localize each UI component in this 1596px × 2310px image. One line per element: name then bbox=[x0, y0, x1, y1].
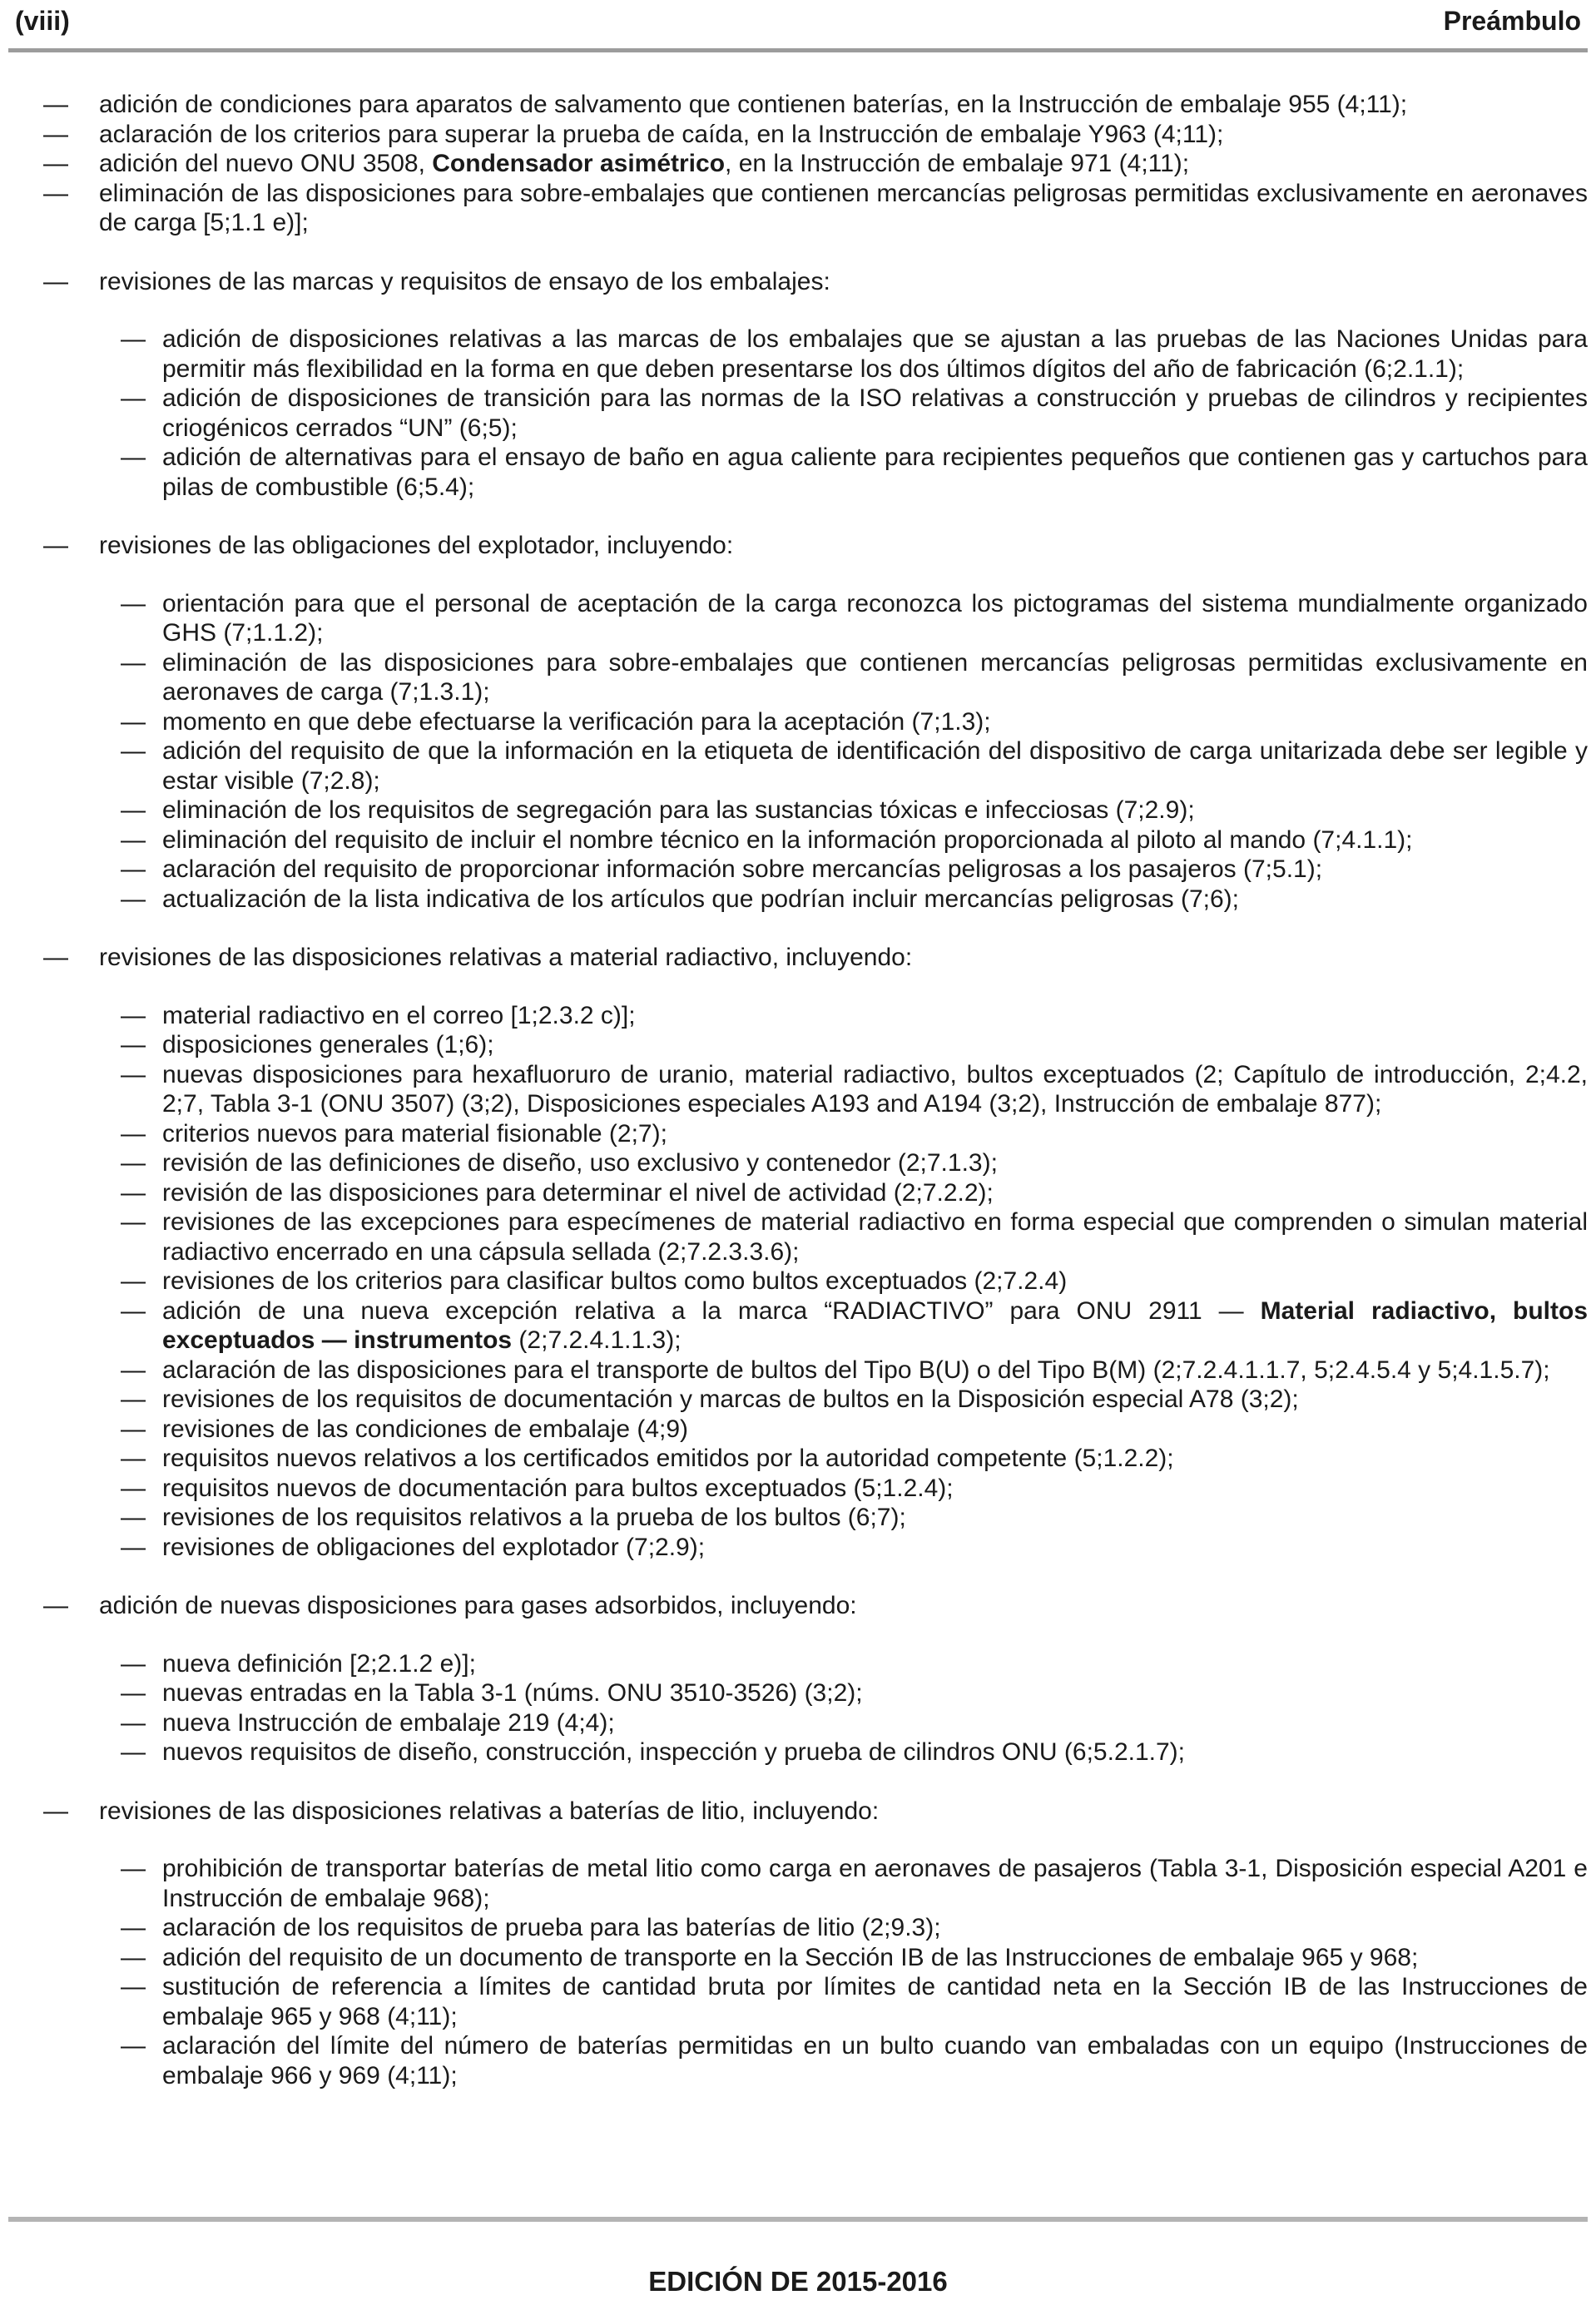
item-text: requisitos nuevos relativos a los certificados emitidos por la autoridad competente (5;1.2.2); bbox=[162, 1445, 1174, 1472]
dash-marker: — bbox=[121, 1031, 146, 1058]
dash-marker: — bbox=[121, 1679, 146, 1707]
dash-marker: — bbox=[43, 267, 68, 295]
item-text bbox=[99, 150, 1189, 177]
list-item bbox=[121, 855, 1588, 885]
item-text: adición de alternativas para el ensayo de baño en agua caliente para recipientes pequeños que contienen gas y cartuchos para pilas de combustible (6;5.4); bbox=[162, 444, 1588, 501]
item-text: actualización de la lista indicativa de los artículos que podrían incluir mercancías peligrosas (7;6); bbox=[162, 885, 1239, 913]
list-item bbox=[121, 443, 1588, 502]
dash-marker: — bbox=[121, 1267, 146, 1295]
item-text: eliminación de las disposiciones para sobre-embalajes que contienen mercancías peligrosas permitidas exclusivamente en aeronaves de carga (7;1.3.1); bbox=[162, 648, 1588, 706]
item-text: requisitos nuevos de documentación para bultos exceptuados (5;1.2.4); bbox=[162, 1474, 954, 1502]
list-item bbox=[121, 1119, 1588, 1149]
section-title: Preámbulo bbox=[1443, 6, 1581, 36]
dash-marker: — bbox=[121, 707, 146, 736]
sub-list bbox=[121, 325, 1588, 502]
dash-marker: — bbox=[43, 944, 68, 971]
item-text-pre: adición del nuevo ONU 3508, bbox=[99, 150, 433, 177]
item-text: aclaración de los criterios para superar la prueba de caída, en la Instrucción de embalaje Y963 (4;11); bbox=[99, 120, 1224, 148]
item-text-bold: Condensador asimétrico bbox=[432, 150, 726, 177]
document-body bbox=[43, 90, 1588, 2119]
item-text-pre: adición de una nueva excepción relativa a la marca “RADIACTIVO” para ONU 2911 — bbox=[162, 1296, 1261, 1325]
page-number: (viii) bbox=[15, 6, 70, 36]
sub-list bbox=[121, 1001, 1588, 1563]
dash-marker: — bbox=[121, 885, 146, 913]
item-text: sustitución de referencia a límites de cantidad bruta por límites de cantidad neta en la Sección IB de las Instrucciones de embalaje 965 y 968 (4;11); bbox=[162, 1973, 1588, 2030]
list-item bbox=[121, 1148, 1588, 1178]
dash-marker: — bbox=[121, 325, 146, 353]
dash-marker: — bbox=[43, 1592, 68, 1619]
section-block bbox=[43, 1591, 1588, 1767]
list-item bbox=[121, 1207, 1588, 1267]
sub-list bbox=[121, 1649, 1588, 1767]
dash-marker: — bbox=[121, 1060, 146, 1088]
dash-marker: — bbox=[121, 1001, 146, 1029]
page-footer bbox=[0, 2265, 1596, 2298]
list-item bbox=[121, 1503, 1588, 1533]
dash-marker: — bbox=[43, 532, 68, 559]
list-item bbox=[121, 1474, 1588, 1504]
item-text bbox=[162, 1297, 1588, 1355]
section-block bbox=[43, 1797, 1588, 2091]
section-block bbox=[43, 90, 1588, 238]
item-text: revisiones de las excepciones para especímenes de material radiactivo en forma especial que comprenden o simulan material radiactivo encerrado en una cápsula sellada (2;7.2.3.3.6); bbox=[162, 1208, 1588, 1266]
list-item bbox=[121, 648, 1588, 707]
list-item bbox=[121, 1854, 1588, 1913]
section-heading bbox=[43, 1591, 1588, 1621]
dash-marker: — bbox=[43, 91, 68, 118]
list-item bbox=[121, 1913, 1588, 1943]
sub-list bbox=[121, 1854, 1588, 2090]
heading-text: adición de nuevas disposiciones para gases adsorbidos, incluyendo: bbox=[99, 1592, 857, 1619]
item-text: eliminación de las disposiciones para sobre-embalajes que contienen mercancías peligrosas permitidas exclusivamente en aeronaves de carga [5;1.1 e)]; bbox=[99, 179, 1588, 236]
dash-marker: — bbox=[121, 1119, 146, 1148]
dash-marker: — bbox=[121, 1504, 146, 1531]
item-text: material radiactivo en el correo [1;2.3.2 c)]; bbox=[162, 1001, 636, 1029]
item-text: disposiciones generales (1;6); bbox=[162, 1031, 494, 1058]
heading-text: revisiones de las marcas y requisitos de ensayo de los embalajes: bbox=[99, 267, 830, 295]
dash-marker: — bbox=[121, 1445, 146, 1472]
dash-marker: — bbox=[121, 1855, 146, 1882]
item-text: adición del requisito de un documento de transporte en la Sección IB de las Instrucciones de embalaje 965 y 968; bbox=[162, 1943, 1419, 1971]
dash-marker: — bbox=[121, 796, 146, 824]
dash-marker: — bbox=[121, 589, 146, 617]
section-heading bbox=[43, 531, 1588, 561]
dash-marker: — bbox=[43, 1797, 68, 1825]
section-heading bbox=[43, 943, 1588, 973]
item-text-bold: Material radiactivo, bultos exceptuados — instrumentos bbox=[162, 1296, 1588, 1354]
heading-text: revisiones de las disposiciones relativas a material radiactivo, incluyendo: bbox=[99, 944, 913, 971]
section-heading bbox=[43, 1797, 1588, 1827]
heading-text: revisiones de las disposiciones relativas a baterías de litio, incluyendo: bbox=[99, 1797, 880, 1825]
list-item bbox=[121, 1649, 1588, 1679]
dash-marker: — bbox=[121, 1914, 146, 1941]
list-item bbox=[43, 90, 1588, 120]
section-block bbox=[43, 943, 1588, 1562]
list-item bbox=[121, 1533, 1588, 1563]
item-text: prohibición de transportar baterías de metal litio como carga en aeronaves de pasajeros (Tabla 3-1, Disposición especial A201 e Instrucción de embalaje 968); bbox=[162, 1855, 1588, 1912]
item-text: orientación para que el personal de aceptación de la carga reconozca los pictogramas del sistema mundialmente organizado GHS (7;1.1.2); bbox=[162, 589, 1588, 647]
list-item bbox=[121, 1001, 1588, 1031]
page-header bbox=[12, 2, 1584, 43]
list-item bbox=[121, 1385, 1588, 1415]
item-text: aclaración de las disposiciones para el transporte de bultos del Tipo B(U) o del Tipo B(M) (2;7.2.4.1.1.7, 5;2.4.5.4 y 5;4.1.5.7); bbox=[162, 1356, 1550, 1384]
list-item bbox=[43, 179, 1588, 238]
header-rule bbox=[8, 48, 1588, 52]
dash-marker: — bbox=[121, 1415, 146, 1443]
item-text: momento en que debe efectuarse la verificación para la aceptación (7;1.3); bbox=[162, 707, 991, 736]
item-text-post: , en la Instrucción de embalaje 971 (4;11); bbox=[725, 150, 1190, 177]
list-item bbox=[121, 325, 1588, 384]
list-item bbox=[121, 1943, 1588, 1973]
dash-marker: — bbox=[121, 825, 146, 854]
list-item bbox=[121, 384, 1588, 443]
list-item bbox=[121, 825, 1588, 855]
heading-text: revisiones de las obligaciones del explotador, incluyendo: bbox=[99, 532, 734, 559]
item-text: nuevos requisitos de diseño, construcción, inspección y prueba de cilindros ONU (6;5.2.1.7); bbox=[162, 1738, 1185, 1766]
item-text: revisión de las disposiciones para determinar el nivel de actividad (2;7.2.2); bbox=[162, 1178, 994, 1207]
section-heading bbox=[43, 267, 1588, 297]
list-item bbox=[121, 1444, 1588, 1474]
dash-marker: — bbox=[121, 444, 146, 471]
list-item bbox=[121, 1030, 1588, 1060]
dash-marker: — bbox=[43, 179, 68, 207]
list-item bbox=[121, 1972, 1588, 2031]
section-block bbox=[43, 531, 1588, 914]
dash-marker: — bbox=[121, 855, 146, 883]
item-text: nueva Instrucción de embalaje 219 (4;4); bbox=[162, 1708, 615, 1737]
list-item bbox=[121, 1415, 1588, 1445]
item-text: nuevas entradas en la Tabla 3-1 (núms. ONU 3510-3526) (3;2); bbox=[162, 1679, 863, 1707]
item-text: aclaración de los requisitos de prueba para las baterías de litio (2;9.3); bbox=[162, 1914, 941, 1941]
list-item bbox=[121, 1060, 1588, 1119]
list-item bbox=[121, 707, 1588, 737]
list-item bbox=[121, 1296, 1588, 1356]
list-item bbox=[121, 1356, 1588, 1386]
dash-marker: — bbox=[121, 1738, 146, 1766]
dash-marker: — bbox=[121, 1533, 146, 1561]
dash-marker: — bbox=[121, 1208, 146, 1236]
dash-marker: — bbox=[43, 150, 68, 177]
item-text: eliminación del requisito de incluir el nombre técnico en la información proporcionada al piloto al mando (7;4.1.1); bbox=[162, 825, 1413, 854]
item-text: eliminación de los requisitos de segregación para las sustancias tóxicas e infecciosas (7;2.9); bbox=[162, 796, 1195, 824]
item-text: revisiones de obligaciones del explotador (7;2.9); bbox=[162, 1533, 706, 1561]
dash-marker: — bbox=[121, 384, 146, 412]
list-item bbox=[43, 149, 1588, 179]
item-text: adición de disposiciones de transición para las normas de la ISO relativas a construcción y pruebas de cilindros y recipientes criogénicos cerrados “UN” (6;5); bbox=[162, 384, 1588, 442]
list-item bbox=[121, 1737, 1588, 1767]
edition-label: EDICIÓN DE 2015-2016 bbox=[648, 2266, 948, 2297]
item-text: nueva definición [2;2.1.2 e)]; bbox=[162, 1649, 476, 1678]
list-item bbox=[121, 589, 1588, 648]
item-text: revisiones de los criterios para clasificar bultos como bultos exceptuados (2;7.2.4) bbox=[162, 1267, 1068, 1295]
item-text-post: (2;7.2.4.1.1.3); bbox=[512, 1326, 682, 1354]
sub-list bbox=[121, 589, 1588, 915]
dash-marker: — bbox=[121, 2032, 146, 2060]
list-item bbox=[43, 120, 1588, 150]
list-item bbox=[121, 1678, 1588, 1708]
list-item bbox=[121, 796, 1588, 825]
item-text: adición de disposiciones relativas a las marcas de los embalajes que se ajustan a las pruebas de las Naciones Unidas para permitir más flexibilidad en la forma en que deben presentarse los dos últimos dígitos del año de fabricación (6;2.1.1); bbox=[162, 325, 1588, 383]
dash-marker: — bbox=[121, 1296, 146, 1325]
dash-marker: — bbox=[121, 648, 146, 677]
dash-marker: — bbox=[43, 120, 68, 148]
dash-marker: — bbox=[121, 1708, 146, 1737]
item-text: adición de condiciones para aparatos de salvamento que contienen baterías, en la Instrucción de embalaje 955 (4;11); bbox=[99, 91, 1408, 118]
section-block bbox=[43, 267, 1588, 503]
dash-marker: — bbox=[121, 1649, 146, 1678]
dash-marker: — bbox=[121, 1356, 146, 1384]
dash-marker: — bbox=[121, 1474, 146, 1502]
item-text: adición del requisito de que la información en la etiqueta de identificación del dispositivo de carga unitarizada debe ser legible y estar visible (7;2.8); bbox=[162, 737, 1588, 795]
list-item bbox=[121, 736, 1588, 796]
list-item bbox=[121, 1178, 1588, 1208]
item-text: revisiones de las condiciones de embalaje (4;9) bbox=[162, 1415, 689, 1443]
item-text: aclaración del límite del número de baterías permitidas en un bulto cuando van embaladas con un equipo (Instrucciones de embalaje 966 y 969 (4;11); bbox=[162, 2032, 1588, 2089]
dash-marker: — bbox=[121, 1149, 146, 1177]
list-item bbox=[121, 1267, 1588, 1296]
item-text: criterios nuevos para material fisionable (2;7); bbox=[162, 1119, 667, 1148]
footer-rule bbox=[8, 2217, 1588, 2222]
item-text: revisión de las definiciones de diseño, uso exclusivo y contenedor (2;7.1.3); bbox=[162, 1149, 998, 1177]
list-item bbox=[121, 885, 1588, 915]
dash-marker: — bbox=[121, 1943, 146, 1971]
item-text: revisiones de los requisitos relativos a la prueba de los bultos (6;7); bbox=[162, 1504, 906, 1531]
list-item bbox=[121, 2031, 1588, 2090]
item-text: revisiones de los requisitos de documentación y marcas de bultos en la Disposición especial A78 (3;2); bbox=[162, 1386, 1299, 1413]
dash-marker: — bbox=[121, 1178, 146, 1207]
dash-marker: — bbox=[121, 1386, 146, 1413]
list-item bbox=[121, 1708, 1588, 1738]
item-text: aclaración del requisito de proporcionar información sobre mercancías peligrosas a los pasajeros (7;5.1); bbox=[162, 855, 1323, 883]
dash-marker: — bbox=[121, 737, 146, 765]
item-text: nuevas disposiciones para hexafluoruro de uranio, material radiactivo, bultos exceptuados (2; Capítulo de introducción, 2;4.2, 2;7, Tabla 3-1 (ONU 3507) (3;2), Disposiciones especiales A193 and A194 (3;2), Instrucción de embalaje 877); bbox=[162, 1060, 1588, 1118]
dash-marker: — bbox=[121, 1973, 146, 2000]
